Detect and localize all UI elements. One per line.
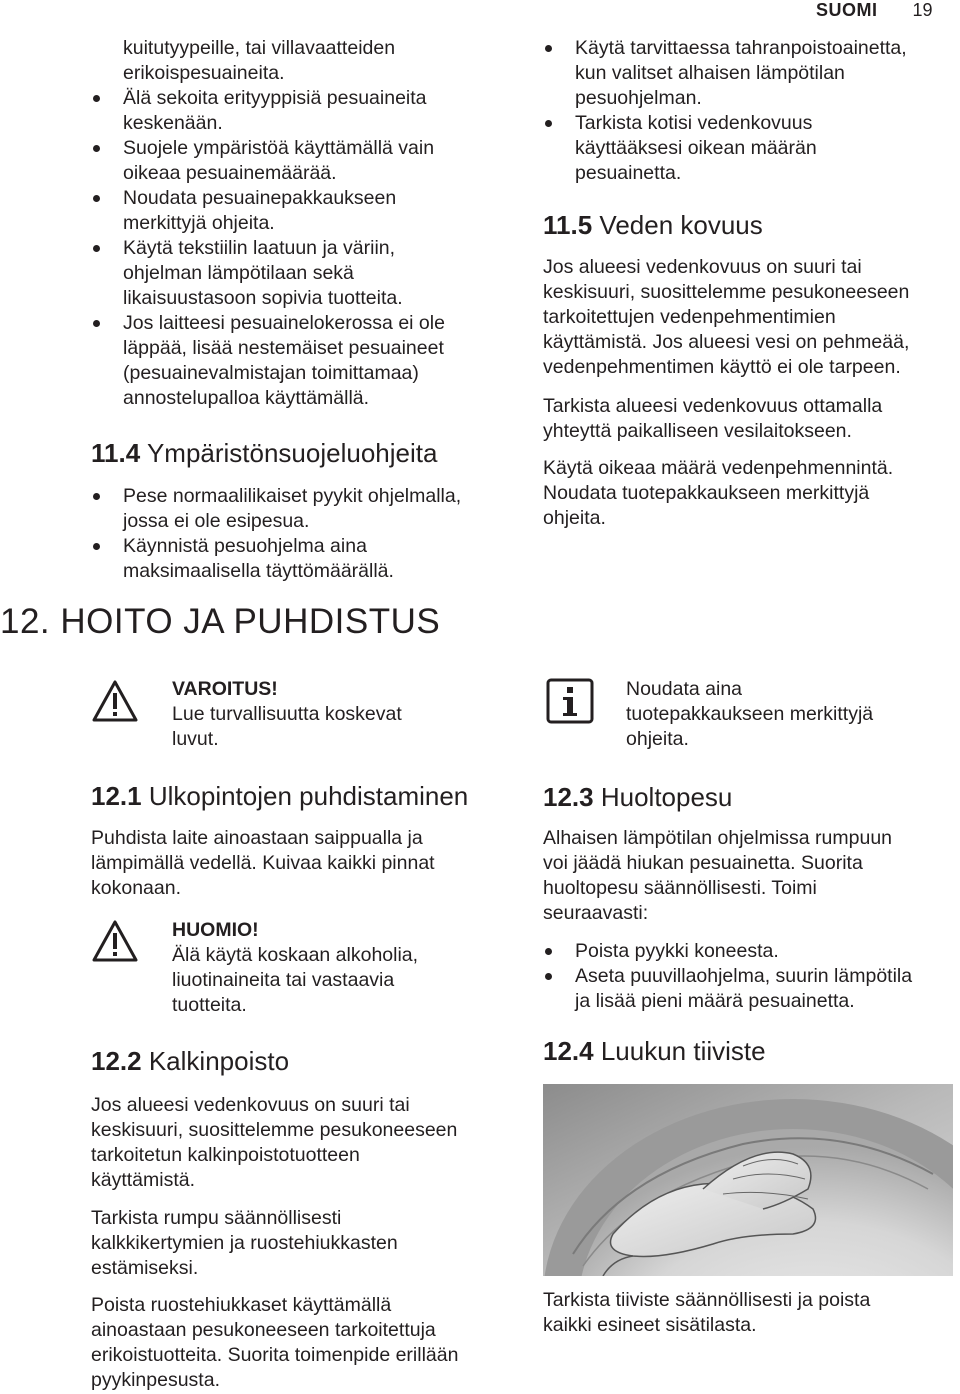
info-icon <box>546 678 594 724</box>
warning-label: VAROITUS! <box>172 678 278 700</box>
water-hardness-paragraph-2: Tarkista alueesi vedenkovuus ottamalla yhteyttä paikalliseen vesilaitokseen. <box>543 395 883 442</box>
descaling-paragraph-3: Poista ruostehiukkaset käyttämällä ainoastaan pesukoneeseen tarkoitettuja erikoistuotteita. Suorita toimenpide erillään pyykinpesusta. <box>91 1294 459 1391</box>
bullet-icon <box>545 973 552 980</box>
door-seal-caption: Tarkista tiiviste säännöllisesti ja poista kaikki esineet sisätilasta. <box>543 1289 871 1336</box>
warning-text: VAROITUS! Lue turvallisuutta koskevat luvut. <box>172 677 502 752</box>
bullet-icon <box>93 245 100 252</box>
bullet-icon <box>545 45 552 52</box>
left-bullet-list <box>91 86 511 411</box>
bullet-icon <box>545 948 552 955</box>
chapter-heading-12: 12. HOITO JA PUHDISTUS <box>0 602 441 641</box>
section-heading-11-4: 11.4 Ympäristönsuojeluohjeita <box>91 438 438 468</box>
descaling-paragraph-2: Tarkista rumpu säännöllisesti kalkkikertymien ja ruostehiukkasten estämiseksi. <box>91 1207 398 1279</box>
warning-triangle-icon <box>91 679 139 723</box>
list-item: Käytä tekstiilin laatuun ja väriin, ohjelman lämpötilaan sekä likaisuustasoon sopivia tuotteita. <box>91 236 511 311</box>
exterior-cleaning-text: Puhdista laite ainoastaan saippualla ja lämpimällä vedellä. Kuivaa kaikki pinnat kokonaan. <box>91 827 435 899</box>
section-heading-12-4: 12.4 Luukun tiiviste <box>543 1036 766 1066</box>
water-hardness-paragraph-3: Käytä oikeaa määrä vedenpehmennintä. Noudata tuotepakkaukseen merkittyjä ohjeita. <box>543 457 894 529</box>
info-text: Noudata aina tuotepakkaukseen merkittyjä ohjeita. <box>626 678 874 750</box>
door-seal-illustration <box>543 1084 953 1276</box>
bullet-icon <box>93 95 100 102</box>
list-item: Käytä tarvittaessa tahranpoistoainetta, kun valitset alhaisen lämpötilan pesuohjelman. <box>543 36 953 111</box>
section-heading-11-5: 11.5 Veden kovuus <box>543 210 763 240</box>
list-item: Aseta puuvillaohjelma, suurin lämpötila ja lisää pieni määrä pesuainetta. <box>543 964 953 1014</box>
bullet-icon <box>93 195 100 202</box>
maintenance-wash-steps <box>543 939 953 1014</box>
list-item: Älä sekoita erityyppisiä pesuaineita keskenään. <box>91 86 511 136</box>
continuation-text: kuitutyypeille, tai villavaatteiden erikoispesuaineita. <box>123 37 396 84</box>
bullet-icon <box>93 493 100 500</box>
list-item: Käynnistä pesuohjelma aina maksimaalisella täyttömäärällä. <box>91 534 511 584</box>
list-item: Tarkista kotisi vedenkovuus käyttääksesi oikean määrän pesuainetta. <box>543 111 953 186</box>
caution-label: HUOMIO! <box>172 919 259 941</box>
section-heading-12-1: 12.1 Ulkopintojen puhdistaminen <box>91 781 469 811</box>
list-item: Noudata pesuainepakkaukseen merkittyjä ohjeita. <box>91 186 511 236</box>
descaling-paragraph-1: Jos alueesi vedenkovuus on suuri tai keskisuuri, suosittelemme pesukoneeseen tarkoitetun kalkinpoistotuotteen käyttämistä. <box>91 1094 458 1191</box>
environment-bullet-list <box>91 484 511 584</box>
water-hardness-paragraph-1: Jos alueesi vedenkovuus on suuri tai keskisuuri, suosittelemme pesukoneeseen tarkoitettujen vedenpehmentimien käyttämistä. Jos alueesi vesi on pehmeää, vedenpehmentimen käyttö ei ole tarpeen. <box>543 256 910 378</box>
list-item: Suojele ympäristöä käyttämällä vain oikeaa pesuainemäärää. <box>91 136 511 186</box>
language-label: SUOMI <box>816 0 878 20</box>
bullet-icon <box>93 320 100 327</box>
bullet-icon <box>93 543 100 550</box>
warning-triangle-icon <box>91 919 139 963</box>
list-item: Jos laitteesi pesuainelokerossa ei ole läppää, lisää nestemäiset pesuaineet (pesuainevalmistajan toimittamaa) annostelupalloa käyttämällä. <box>91 311 511 411</box>
section-heading-12-3: 12.3 Huoltopesu <box>543 782 733 812</box>
caution-text: HUOMIO! Älä käytä koskaan alkoholia, liuotinaineita tai vastaavia tuotteita. <box>172 918 502 1018</box>
bullet-icon <box>93 145 100 152</box>
page-header <box>816 0 933 20</box>
maintenance-wash-paragraph: Alhaisen lämpötilan ohjelmissa rumpuun voi jäädä hiukan pesuainetta. Suorita huoltopesu säännöllisesti. Toimi seuraavasti: <box>543 827 893 924</box>
right-bullet-list <box>543 36 953 186</box>
list-item: Pese normaalilikaiset pyykit ohjelmalla, jossa ei ole esipesua. <box>91 484 511 534</box>
list-item: Poista pyykki koneesta. <box>543 939 953 964</box>
page-number: 19 <box>912 0 933 20</box>
section-heading-12-2: 12.2 Kalkinpoisto <box>91 1046 290 1076</box>
bullet-icon <box>545 120 552 127</box>
